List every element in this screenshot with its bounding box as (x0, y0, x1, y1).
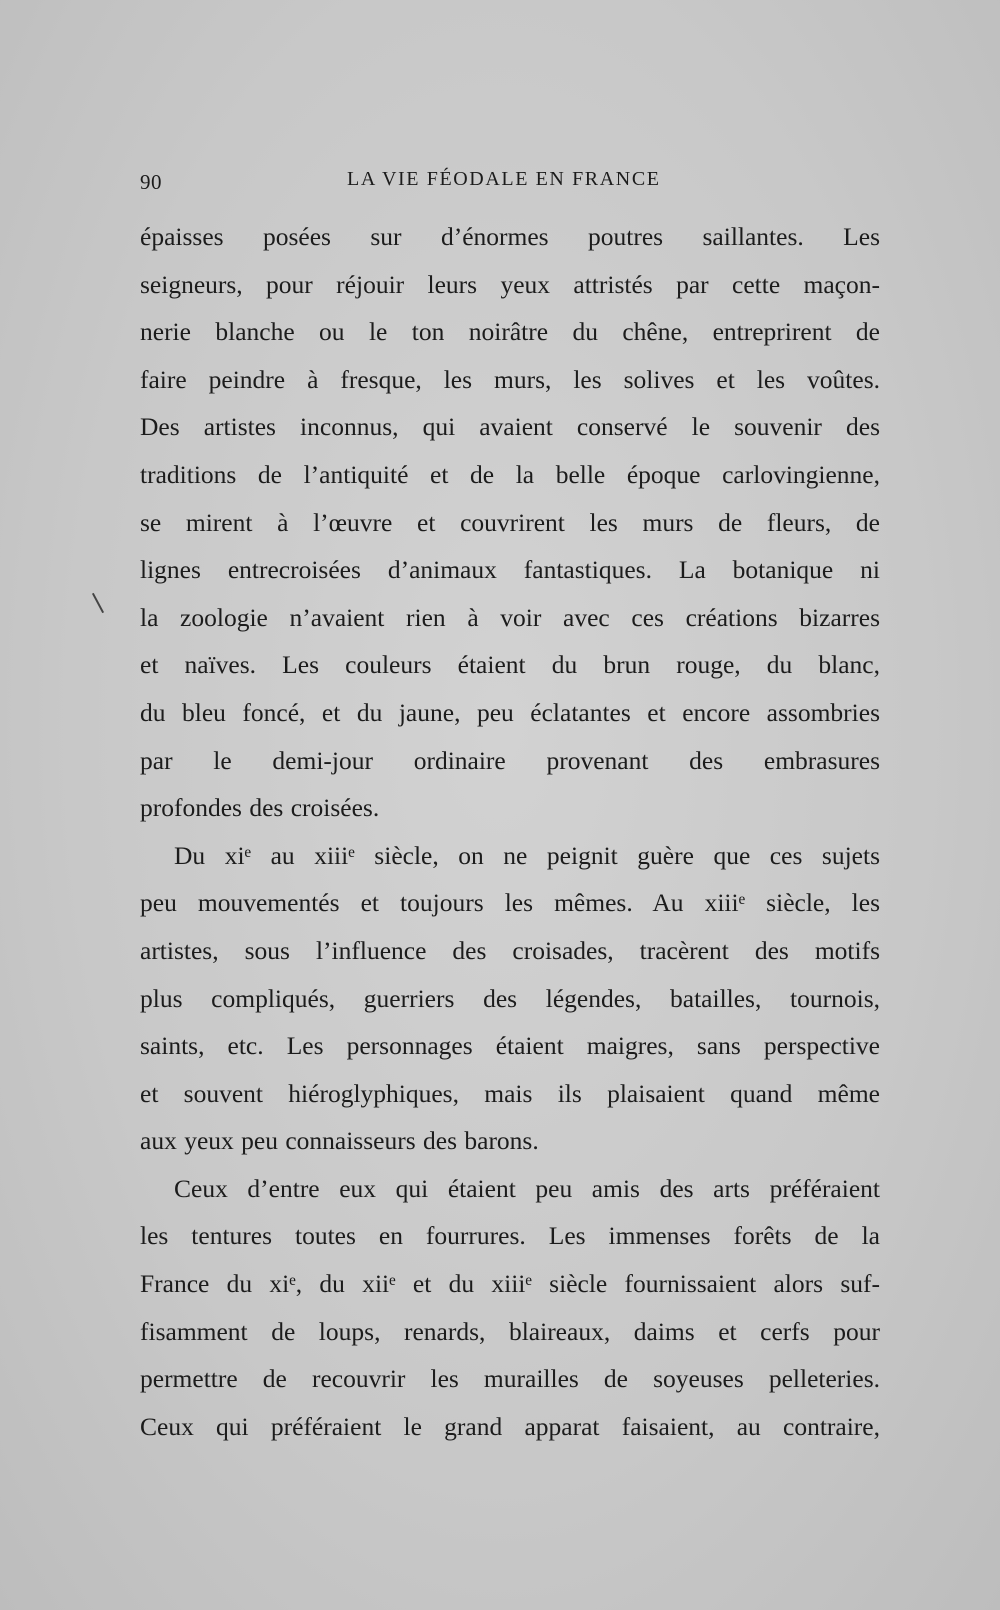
page-number: 90 (140, 170, 162, 194)
text-line: nerie blanche ou le ton noirâtre du chêne, entreprirent de (140, 317, 880, 347)
text-line: du bleu foncé, et du jaune, peu éclatantes et encore assombries (140, 697, 880, 727)
text-line: et naïves. Les couleurs étaient du brun rouge, du blanc, (140, 650, 880, 680)
running-header (140, 168, 885, 198)
text-line: épaisses posées sur d’énormes poutres saillantes. Les (140, 222, 880, 251)
text-line: fisamment de loups, renards, blaireaux, daims et cerfs pour (140, 1316, 880, 1346)
paragraph-start-line: Ceux d’entre eux qui étaient peu amis des arts préféraient (174, 1173, 880, 1203)
text-line: traditions de l’antiquité et de la belle époque carlovingienne, (140, 459, 880, 489)
text-line: plus compliqués, guerriers des légendes, batailles, tournois, (140, 983, 880, 1013)
text-line: permettre de recouvrir les murailles de soyeuses pelleteries. (140, 1364, 880, 1394)
text-line: profondes des croisées. (140, 793, 380, 823)
text-line: seigneurs, pour réjouir leurs yeux attristés par cette maçon- (140, 269, 880, 299)
text-line: la zoologie n’avaient rien à voir avec ces créations bizarres (140, 602, 880, 632)
text-line: aux yeux peu connaisseurs des barons. (140, 1126, 539, 1156)
margin-mark (92, 593, 104, 613)
body-text (140, 213, 880, 1450)
text-line: peu mouvementés et toujours les mêmes. Au xiiiᵉ siècle, les (140, 888, 880, 918)
text-line: France du xiᵉ, du xiiᵉ et du xiiiᵉ siècle fournissaient alors suf- (140, 1269, 880, 1299)
text-line: lignes entrecroisées d’animaux fantastiques. La botanique ni (140, 555, 880, 585)
text-line: par le demi-jour ordinaire provenant des embrasures (140, 745, 880, 775)
text-line: faire peindre à fresque, les murs, les solives et les voûtes. (140, 364, 880, 394)
text-line: Ceux qui préféraient le grand apparat faisaient, au contraire, (140, 1411, 880, 1441)
text-line: et souvent hiéroglyphiques, mais ils plaisaient quand même (140, 1078, 880, 1108)
text-line: les tentures toutes en fourrures. Les immenses forêts de la (140, 1221, 880, 1251)
text-line: se mirent à l’œuvre et couvrirent les murs de fleurs, de (140, 507, 880, 537)
running-title: LA VIE FÉODALE EN FRANCE (347, 168, 661, 190)
text-line: saints, etc. Les personnages étaient maigres, sans perspective (140, 1031, 880, 1061)
text-line: artistes, sous l’influence des croisades, tracèrent des motifs (140, 935, 880, 965)
text-line: Des artistes inconnus, qui avaient conservé le souvenir des (140, 412, 880, 442)
paragraph-start-line: Du xiᵉ au xiiiᵉ siècle, on ne peignit guère que ces sujets (174, 840, 880, 870)
